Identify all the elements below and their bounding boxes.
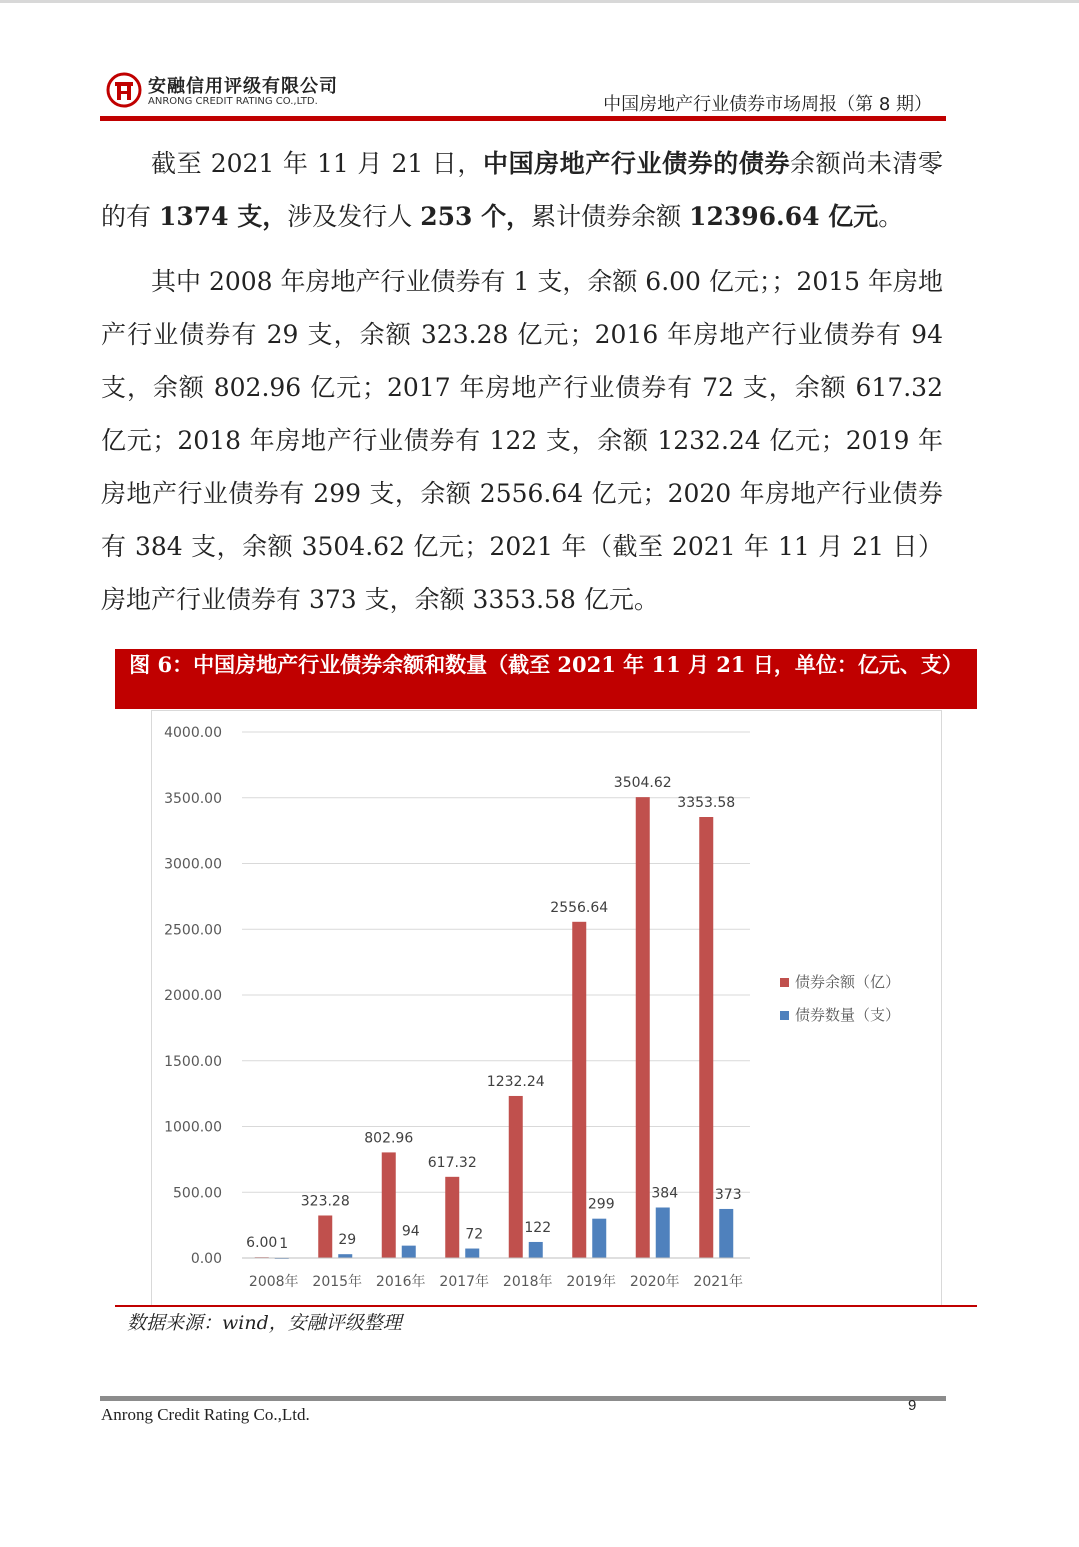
issuer-count: 253 个， xyxy=(420,202,532,231)
x-tick-label: 2020年 xyxy=(629,1274,680,1290)
company-name-cn: 安融信用评级有限公司 xyxy=(148,76,338,97)
balance-bar xyxy=(509,1096,523,1258)
footer-company: Anrong Credit Rating Co.,Ltd. xyxy=(101,1405,310,1424)
legend-swatch xyxy=(780,978,789,987)
balance-data-label: 1232.24 xyxy=(486,1073,545,1090)
balance-data-label: 802.96 xyxy=(364,1130,414,1147)
bond-count: 1374 支， xyxy=(158,202,288,231)
anrong-logo-icon xyxy=(106,72,142,108)
summary-text: 截至 2021 年 11 月 21 日， xyxy=(151,149,483,178)
count-bar xyxy=(402,1246,416,1258)
count-bar xyxy=(592,1219,606,1258)
x-tick-label: 2021年 xyxy=(693,1274,744,1290)
y-tick-label: 1000.00 xyxy=(164,1119,222,1136)
count-bar xyxy=(465,1249,479,1258)
y-tick-label: 2000.00 xyxy=(164,988,222,1004)
footer-divider xyxy=(100,1396,946,1401)
balance-bar xyxy=(445,1177,459,1258)
x-tick-label: 2008年 xyxy=(248,1274,299,1290)
summary-text: 涉及发行人 xyxy=(287,202,421,231)
page-header xyxy=(100,68,946,122)
x-tick-label: 2017年 xyxy=(439,1274,490,1290)
count-data-label: 29 xyxy=(338,1232,357,1249)
balance-bar xyxy=(636,797,650,1258)
balance-bar xyxy=(318,1215,332,1258)
data-source: 数据来源：wind，安融评级整理 xyxy=(127,1312,402,1334)
report-title: 中国房地产行业债券市场周报（第 8 期） xyxy=(603,94,932,115)
source-divider xyxy=(115,1305,977,1307)
count-bar xyxy=(656,1208,670,1258)
y-tick-label: 3500.00 xyxy=(164,790,222,807)
y-tick-label: 2500.00 xyxy=(164,922,222,939)
balance-data-label: 6.00 xyxy=(246,1235,278,1252)
summary-text: 。 xyxy=(878,202,904,231)
y-tick-label: 1500.00 xyxy=(164,1053,222,1070)
count-data-label: 94 xyxy=(401,1223,420,1240)
detail-paragraph: 其中 2008 年房地产行业债券有 1 支，余额 6.00 亿元；；2015 年房地产行业债券有 29 支，余额 323.28 亿元；2016 年房地产行业债券有 94 支，余额 802.96 亿元；2017 年房地产行业债券有 72 支，余额 617.32 亿元；2018 年房地产行业债券有 122 支，余额 1232.24 亿元；2019 年房地产行业债券有 299 支，余额 2556.64 亿元；2020 年房地产行业债券有 384 支，余额 3504.62 亿元；2021 年（截至 2021 年 11 月 21 日）房地产行业债券有 373 支，余额 3353.58 亿元。 xyxy=(101,267,943,614)
balance-bar xyxy=(699,817,713,1258)
summary-text: 余额尚未清零的有 xyxy=(101,149,943,231)
summary-paragraph xyxy=(101,137,943,243)
count-bar xyxy=(529,1242,543,1258)
figure-title: 图 6：中国房地产行业债券余额和数量（截至 2021 年 11 月 21 日，单位：亿元、支） xyxy=(115,649,977,709)
bond-chart xyxy=(151,710,942,1306)
company-name-en: ANRONG CREDIT RATING CO.,LTD. xyxy=(148,96,318,107)
legend-swatch xyxy=(780,1011,789,1020)
legend-label: 债券余额（亿） xyxy=(795,973,901,991)
balance-data-label: 323.28 xyxy=(300,1193,350,1210)
count-data-label: 72 xyxy=(465,1226,484,1243)
count-data-label: 384 xyxy=(651,1185,679,1202)
x-tick-label: 2018年 xyxy=(502,1274,553,1290)
count-data-label: 299 xyxy=(587,1196,615,1213)
x-tick-label: 2015年 xyxy=(312,1274,363,1290)
total-balance: 12396.64 亿元 xyxy=(689,202,879,231)
balance-bar xyxy=(572,922,586,1258)
count-data-label: 1 xyxy=(279,1235,289,1252)
x-tick-label: 2019年 xyxy=(566,1274,617,1290)
count-bar xyxy=(719,1209,733,1258)
bond-chart-svg xyxy=(152,711,941,1305)
balance-data-label: 3504.62 xyxy=(613,775,672,792)
y-tick-label: 0.00 xyxy=(190,1251,222,1267)
balance-data-label: 617.32 xyxy=(427,1154,477,1171)
legend-label: 债券数量（支） xyxy=(795,1006,901,1024)
summary-bold: 中国房地产行业债券的债券 xyxy=(482,149,791,178)
balance-bar xyxy=(382,1152,396,1258)
y-tick-label: 4000.00 xyxy=(164,725,222,741)
balance-data-label: 3353.58 xyxy=(677,795,736,812)
balance-data-label: 2556.64 xyxy=(550,899,609,916)
count-bar xyxy=(338,1254,352,1258)
top-border xyxy=(0,0,1079,3)
header-divider xyxy=(100,116,946,121)
x-tick-label: 2016年 xyxy=(375,1274,426,1290)
count-data-label: 122 xyxy=(524,1219,552,1236)
count-data-label: 373 xyxy=(714,1186,742,1203)
y-tick-label: 3000.00 xyxy=(164,856,222,873)
y-tick-label: 500.00 xyxy=(173,1185,222,1202)
summary-text: 累计债券余额 xyxy=(531,202,690,231)
page-number: 9 xyxy=(908,1397,917,1414)
